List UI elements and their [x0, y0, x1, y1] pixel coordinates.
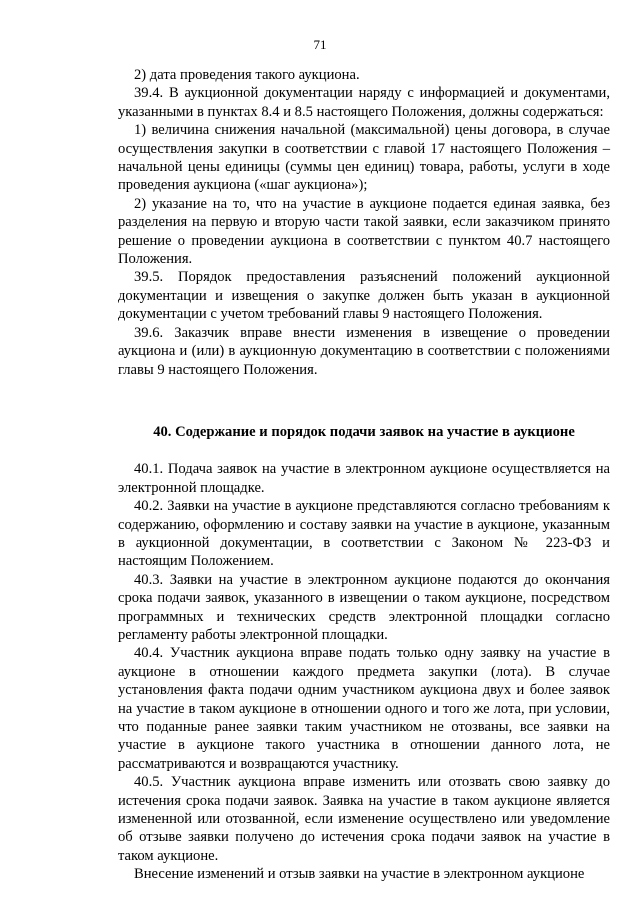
paragraph: 40.4. Участник аукциона вправе подать только одну заявку на участие в аукционе в отношении каждого предмета закупки (лота). В случае установления факта подачи одним участником аукциона двух и более заявок на участие в таком аукционе в отношении одного и того же лота, при условии, что поданные ранее заявки таким участником не отозваны, все заявки на участие в аукционе такого участника в отношении данного лота, не рассматриваются и возвращаются участнику.	[118, 645, 610, 772]
paragraph: 1) величина снижения начальной (максимальной) цены договора, в случае осуществления закупки в соответствии с главой 17 настоящего Положения – начальной цены единицы (суммы цен единиц) товара, работы, услуги в ходе проведения аукциона («шаг аукциона»);	[118, 122, 610, 194]
document-body	[118, 66, 610, 884]
paragraph: 40.1. Подача заявок на участие в электронном аукционе осуществляется на электронной площадке.	[118, 461, 610, 496]
paragraph: 2) указание на то, что на участие в аукционе подается единая заявка, без разделения на первую и вторую части такой заявки, если заказчиком принято решение о проведении аукциона в соответствии с пунктом 40.7 настоящего Положения.	[118, 195, 610, 268]
section-heading: 40. Содержание и порядок подачи заявок на участие в аукционе	[153, 423, 575, 440]
paragraph: 40.5. Участник аукциона вправе изменить или отозвать свою заявку до истечения срока подачи заявок. Заявка на участие в таком аукционе является измененной или отозванной, если изменение осуществлено или уведомление об отзыве заявки получено до истечения срока подачи заявок на участие в таком аукционе.	[118, 774, 610, 864]
paragraph: 40.3. Заявки на участие в электронном аукционе подаются до окончания срока подачи заявок, указанного в извещении о таком аукционе, посредством программных и технических средств электронной площадки согласно регламенту работы электронной площадки.	[118, 571, 610, 643]
paragraph: 39.4. В аукционной документации наряду с информацией и документами, указанными в пунктах 8.4 и 8.5 настоящего Положения, должны содержаться:	[118, 85, 610, 120]
paragraph: Внесение изменений и отзыв заявки на участие в электронном аукционе	[134, 866, 585, 883]
paragraph: 39.5. Порядок предоставления разъяснений положений аукционной документации и извещения о закупке должен быть указан в аукционной документации с учетом требований главы 9 настоящего Положения.	[118, 269, 610, 323]
paragraph: 2) дата проведения такого аукциона.	[134, 67, 360, 83]
page-number: 71	[313, 37, 327, 52]
paragraph: 39.6. Заказчик вправе внести изменения в извещение о проведении аукциона и (или) в аукционную документацию в соответствии с положениями главы 9 настоящего Положения.	[118, 324, 610, 378]
paragraph: 40.2. Заявки на участие в аукционе представляются согласно требованиям к содержанию, оформлению и составу заявки на участие в аукционе, указанным в аукционной документации, в соответствии с Законом № 223-ФЗ и настоящим Положением.	[118, 498, 610, 570]
